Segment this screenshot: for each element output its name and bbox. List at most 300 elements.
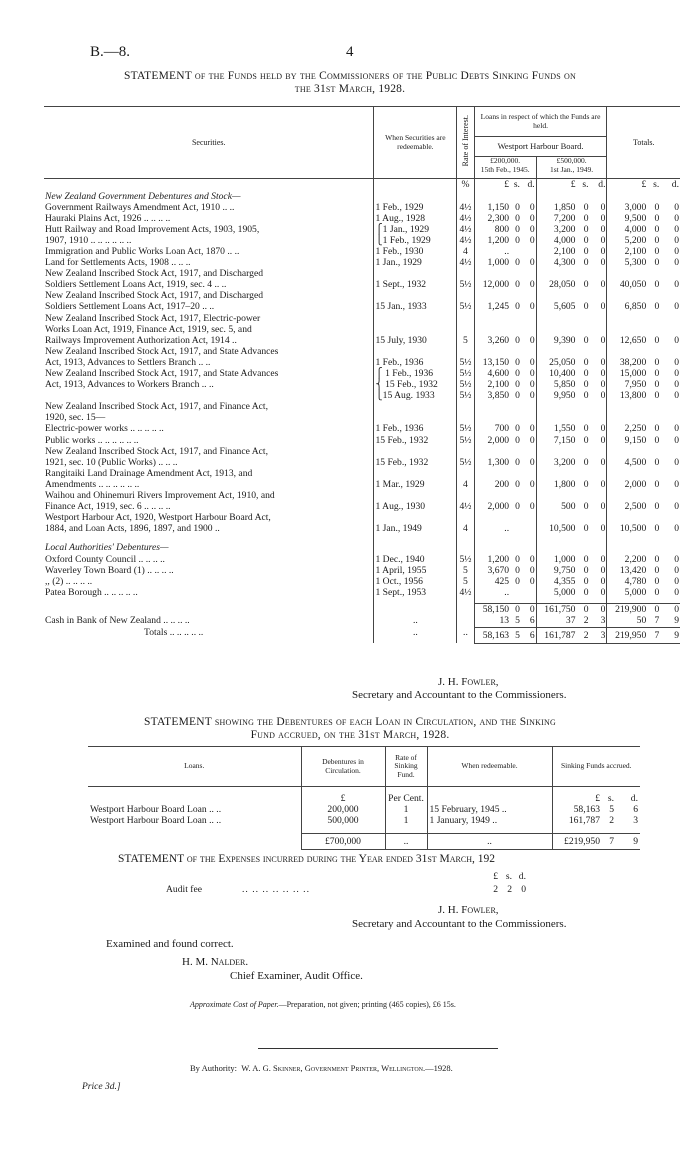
table-row	[88, 815, 640, 826]
total-pounds: 4,500	[607, 457, 647, 468]
total-pence	[660, 412, 680, 423]
redeemable-date: 1 Jan., 1929	[374, 257, 457, 268]
loan-500000-pence: 0	[600, 586, 606, 598]
loan-500000-pence: 0	[600, 564, 606, 576]
loan-500000-pounds: 1,850	[536, 202, 576, 213]
total-shillings	[647, 324, 660, 335]
loan-200000-shillings: 0	[515, 257, 520, 269]
total-pounds: 4,000	[607, 224, 647, 235]
loan-500000-pounds	[536, 512, 576, 523]
interest-rate: 4½	[457, 587, 474, 598]
redeemable-date: ⎨ 15 Feb., 1932	[374, 379, 457, 390]
table-row	[44, 565, 680, 576]
loan-200000-pence: 0	[529, 501, 535, 513]
total-pounds: 40,050	[607, 279, 647, 290]
loan-200000-shillings: 0	[515, 390, 520, 402]
interest-rate	[457, 290, 474, 301]
t2-rate: 1	[385, 815, 427, 826]
security-name: New Zealand Inscribed Stock Act, 1917, Electric-power	[45, 312, 261, 324]
interest-rate	[457, 346, 474, 357]
security-name: Rangitaiki Land Drainage Amendment Act, 1913, and	[45, 467, 253, 479]
loan-200000-shillings	[510, 446, 521, 457]
table-row-continued	[44, 468, 680, 479]
loan-200000-pounds: 425	[474, 576, 510, 587]
total-pounds: 38,200	[607, 357, 647, 368]
t2-header-sinking-funds: Sinking Funds accrued.	[552, 747, 640, 787]
interest-rate: 5½	[457, 435, 474, 446]
loan-500000-pence: 0	[600, 223, 606, 235]
total-pence: 9	[674, 615, 679, 627]
total-pounds: 5,000	[607, 587, 647, 598]
total-pounds: 13,420	[607, 565, 647, 576]
loan-200000-shillings: 0	[515, 434, 520, 446]
funds-table	[44, 106, 680, 644]
total-shillings	[647, 542, 660, 553]
loan-200000-shillings: 0	[515, 553, 520, 565]
total-shillings: 7	[654, 615, 660, 627]
loan-500000-pounds	[536, 346, 576, 357]
loan-500000-shillings: 0	[583, 356, 589, 368]
interest-rate: 4½	[457, 213, 474, 224]
total-pounds	[607, 542, 647, 553]
redeemable-date: 1 Aug., 1930	[374, 501, 457, 512]
loan-500000-pence	[590, 512, 607, 523]
redeemable-date: 15 Jan., 1933	[374, 301, 457, 312]
loan-200000-shillings: 5	[515, 615, 520, 627]
total-pence	[660, 313, 680, 324]
loan-200000-shillings: 0	[515, 301, 520, 313]
loan-200000-pence	[521, 587, 536, 598]
loan-500000-shillings	[576, 542, 589, 553]
total-pence: 0	[674, 586, 679, 598]
table-row	[44, 379, 680, 390]
loan-200000-pounds: 2,000	[474, 435, 510, 446]
loan-500000-pence: 0	[590, 604, 607, 616]
t2-total-sf-shillings: 7	[602, 834, 616, 850]
security-name	[44, 534, 374, 542]
loan-500000-pounds: 9,390	[536, 335, 576, 346]
total-pounds: 10,500	[607, 523, 647, 534]
total-shillings: 0	[654, 553, 660, 565]
total-pence	[660, 534, 680, 542]
loan-200000-pence: 0	[529, 575, 535, 587]
security-name: Electric-power works .. .. .. .. ..	[45, 423, 164, 435]
loan-200000-shillings	[510, 324, 521, 335]
statement-3-title: STATEMENT of the Expenses incurred during the Year ended 31st March, 192	[118, 853, 496, 865]
total-pounds: 9,500	[607, 213, 647, 224]
security-name: Soldiers Settlement Loans Act, 1917–20 .. ..	[45, 301, 215, 313]
loan-200000-pounds: ..	[474, 246, 510, 257]
loan-500000-shillings: 0	[583, 279, 589, 291]
loan-200000-pence: 0	[529, 423, 535, 435]
table-row-continued	[44, 512, 680, 523]
t2-total-rate: ..	[385, 834, 427, 850]
loan-200000-pence	[521, 313, 536, 324]
statement-2-title-line-1: STATEMENT showing the Debentures of each Loan in Circulation, and the Sinking	[144, 716, 556, 728]
total-pounds	[607, 412, 647, 423]
total-pence: 0	[674, 523, 679, 535]
loan-200000-pence: 0	[529, 334, 535, 346]
total-shillings: 0	[654, 390, 660, 402]
loan-200000-pence: 6	[529, 615, 535, 627]
table-row	[44, 246, 680, 257]
loan-500000-pence	[590, 468, 607, 479]
security-name: Westport Harbour Act, 1920, Westport Harbour Board Act,	[45, 512, 271, 524]
loan-200000-pounds: 58,163	[474, 627, 510, 643]
auditor-role: Chief Examiner, Audit Office.	[230, 970, 363, 982]
table-row	[44, 335, 680, 346]
table-row	[44, 423, 680, 434]
loan-500000-pence	[590, 490, 607, 501]
loan-200000-shillings: 0	[510, 604, 521, 616]
loan-500000-pence	[590, 542, 607, 553]
loan-200000-pence: 0	[529, 234, 535, 246]
loan-200000-pence: 0	[529, 212, 535, 224]
loan-200000-pounds: 1,200	[474, 554, 510, 565]
redeemable-date	[374, 446, 457, 457]
table-row-continued	[44, 268, 680, 279]
unit-shilling: s.	[582, 179, 589, 190]
loan-500000-pounds: 25,050	[536, 357, 576, 368]
t2-debentures: 200,000	[301, 804, 385, 815]
total-shillings: 0	[654, 212, 660, 224]
interest-rate	[457, 412, 474, 423]
loan-500000-pounds	[536, 412, 576, 423]
loan-200000-shillings	[510, 268, 521, 279]
interest-rate: 5	[457, 335, 474, 346]
security-name: Hauraki Plains Act, 1926 .. .. .. ..	[45, 212, 171, 224]
statement-1-title-line-2: the 31st March, 1928.	[294, 83, 406, 95]
loan-500000-pounds: 9,750	[536, 565, 576, 576]
loan-500000-shillings: 0	[583, 334, 589, 346]
loan-500000-pounds	[536, 268, 576, 279]
total-pounds	[607, 468, 647, 479]
loan-500000-pence: 0	[600, 423, 606, 435]
loan-200000-pence: 0	[529, 456, 535, 468]
redeemable-date: 1 Jan., 1949	[374, 523, 457, 534]
loan-500000-shillings: 0	[583, 201, 589, 213]
loan-200000-shillings: 0	[515, 564, 520, 576]
total-pence	[660, 542, 680, 553]
security-name: 1921, sec. 10 (Public Works) .. .. ..	[45, 456, 178, 468]
loan-200000-shillings	[510, 313, 521, 324]
security-name: Amendments .. .. .. .. .. ..	[45, 478, 140, 490]
loan-500000-pence	[590, 268, 607, 279]
table-row	[44, 587, 680, 598]
total-shillings: 0	[654, 234, 660, 246]
pct-unit: %	[457, 179, 474, 191]
table-row	[44, 501, 680, 512]
total-pence: 0	[674, 478, 679, 490]
interest-rate	[457, 268, 474, 279]
loan-500000-shillings: 0	[583, 390, 589, 402]
col-header-200000: £200,000. 15th Feb., 1945.	[474, 157, 536, 179]
loan-500000-pounds: 7,200	[536, 213, 576, 224]
loan-500000-shillings	[576, 534, 589, 542]
loan-200000-shillings: 0	[515, 368, 520, 379]
t2-rate: 1	[385, 804, 427, 815]
total-shillings: 0	[654, 334, 660, 346]
security-name: New Zealand Inscribed Stock Act, 1917, and Discharged	[45, 268, 264, 280]
t2-sf-shillings: 5	[609, 803, 614, 815]
redeemable-date: ⎧ 1 Feb., 1936	[374, 368, 457, 379]
total-shillings: 0	[654, 564, 660, 576]
total-pounds	[607, 191, 647, 202]
loan-500000-shillings: 0	[583, 575, 589, 587]
loan-500000-pence	[590, 401, 607, 412]
total-pounds: 7,950	[607, 379, 647, 390]
security-name: Government Railways Amendment Act, 1910 .. ..	[45, 201, 235, 213]
loan-500000-pence: 0	[600, 390, 606, 402]
total-shillings: 0	[654, 379, 660, 391]
loan-200000-pence	[521, 324, 536, 335]
redeemable-date: 1 Aug., 1928	[374, 213, 457, 224]
interest-rate: 4	[457, 246, 474, 257]
loan-500000-pence: 0	[600, 334, 606, 346]
loan-200000-pence: 0	[529, 301, 535, 313]
total-pence: 0	[674, 423, 679, 435]
loan-500000-pence: 0	[600, 456, 606, 468]
t2-when: 1 January, 1949 ..	[427, 815, 552, 826]
loan-200000-pence	[521, 468, 536, 479]
loan-200000-pounds: 1,150	[474, 202, 510, 213]
loan-200000-pounds: 2,300	[474, 213, 510, 224]
loan-500000-shillings: 0	[583, 564, 589, 576]
interest-rate: 4	[457, 479, 474, 490]
total-pence	[660, 324, 680, 335]
security-name: Finance Act, 1919, sec. 6 .. .. .. ..	[45, 501, 171, 513]
loan-500000-pounds	[536, 191, 576, 202]
total-shillings	[647, 534, 660, 542]
total-pence: 0	[674, 245, 679, 257]
col-header-westport: Westport Harbour Board.	[474, 137, 607, 157]
redeemable-date	[374, 542, 457, 553]
total-pounds: 2,000	[607, 479, 647, 490]
loan-500000-pence: 0	[600, 501, 606, 513]
security-name	[44, 604, 374, 616]
total-pounds: 2,100	[607, 246, 647, 257]
loan-200000-shillings	[510, 587, 521, 598]
t2-header-when: When redeemable.	[427, 747, 552, 787]
loan-500000-pence	[590, 313, 607, 324]
loan-500000-pounds	[536, 324, 576, 335]
total-shillings: 0	[654, 301, 660, 313]
loan-500000-pence: 0	[600, 434, 606, 446]
interest-rate: 4	[457, 523, 474, 534]
total-pence	[660, 446, 680, 457]
total-shillings: 0	[647, 604, 660, 616]
subtotal-row	[44, 604, 680, 616]
total-pounds	[607, 324, 647, 335]
loan-200000-pence: 6	[521, 627, 536, 643]
loan-200000-pounds: 3,670	[474, 565, 510, 576]
loan-500000-pounds	[536, 313, 576, 324]
loan-500000-shillings	[576, 346, 589, 357]
loan-200000-pounds: 1,000	[474, 257, 510, 268]
total-pence: 0	[674, 301, 679, 313]
loan-200000-pounds: 12,000	[474, 279, 510, 290]
loan-200000-pence: 0	[521, 604, 536, 616]
loan-200000-shillings: 0	[515, 234, 520, 246]
loan-500000-pounds: 4,300	[536, 257, 576, 268]
loan-200000-pence	[521, 446, 536, 457]
t2-total-debentures: £700,000	[301, 834, 385, 850]
loan-200000-shillings	[510, 290, 521, 301]
loan-500000-pounds	[536, 490, 576, 501]
table-row	[44, 257, 680, 268]
debentures-table	[88, 746, 640, 850]
t2-sf-pence: 3	[633, 814, 638, 826]
total-pence	[660, 346, 680, 357]
total-shillings: 0	[654, 523, 660, 535]
security-name: New Zealand Government Debentures and Stock—	[45, 190, 241, 202]
statement-1-title-line-1: STATEMENT of the Funds held by the Commissioners of the Public Debts Sinking Funds on	[124, 70, 576, 82]
security-name	[44, 390, 374, 401]
loan-500000-shillings	[576, 490, 589, 501]
loan-500000-shillings: 0	[583, 257, 589, 269]
loan-500000-shillings: 0	[583, 586, 589, 598]
loan-200000-pounds: ..	[474, 587, 510, 598]
interest-rate: 5½	[457, 554, 474, 565]
total-pounds: 2,200	[607, 554, 647, 565]
interest-rate: 5	[457, 565, 474, 576]
loan-500000-pence: 3	[600, 615, 606, 627]
security-name: ,, (2) .. .. .. ..	[45, 575, 93, 587]
total-pounds	[607, 534, 647, 542]
redeemable-date: 1 Oct., 1956	[374, 576, 457, 587]
loan-500000-shillings: 0	[576, 604, 589, 616]
security-name: 1884, and Loan Acts, 1896, 1897, and 1900 ..	[45, 523, 220, 535]
loan-200000-pounds	[474, 542, 510, 553]
redeemable-date: 15 Feb., 1932	[374, 435, 457, 446]
loan-200000-shillings: 5	[510, 627, 521, 643]
total-pounds: 5,200	[607, 235, 647, 246]
interest-rate: 5½	[457, 379, 474, 390]
loan-500000-shillings	[576, 412, 589, 423]
total-pounds: 9,150	[607, 435, 647, 446]
audit-fee-label: Audit fee	[166, 884, 202, 895]
loan-200000-pounds: 13	[474, 615, 510, 627]
security-name: 1920, sec. 15—	[45, 412, 106, 424]
loan-500000-pence	[590, 446, 607, 457]
security-name: Hutt Railway and Road Improvement Acts, 1903, 1905,	[45, 223, 260, 235]
t2-sf-pounds: 58,163	[552, 804, 602, 815]
auditor-name: H. M. Nalder.	[182, 956, 249, 968]
redeemable-date: 1 Mar., 1929	[374, 479, 457, 490]
loan-500000-pence: 0	[600, 234, 606, 246]
total-pounds: 6,850	[607, 301, 647, 312]
loan-200000-pounds	[474, 412, 510, 423]
total-shillings	[647, 468, 660, 479]
security-name: Land for Settlements Acts, 1908 .. .. ..	[45, 257, 191, 269]
total-pence	[660, 268, 680, 279]
loan-200000-pounds	[474, 490, 510, 501]
interest-rate: 4½	[457, 235, 474, 246]
col-header-securities: Securities.	[44, 107, 374, 179]
loan-200000-pence: 0	[529, 379, 535, 391]
total-pounds: 5,300	[607, 257, 647, 268]
total-shillings: 0	[654, 575, 660, 587]
unit-pence: d.	[527, 179, 535, 190]
col-header-500000: £500,000. 1st Jan., 1949.	[536, 157, 607, 179]
total-pounds	[607, 446, 647, 457]
loan-200000-shillings: 0	[515, 201, 520, 213]
loan-200000-pounds	[474, 290, 510, 301]
loan-500000-pounds	[536, 446, 576, 457]
redeemable-date: 15 July, 1930	[374, 335, 457, 346]
table-row-continued	[44, 313, 680, 324]
t2-header-rate: Rate of Sinking Fund.	[385, 747, 427, 787]
interest-rate	[457, 534, 474, 542]
loan-200000-shillings	[510, 542, 521, 553]
signature-role-1: Secretary and Accountant to the Commissioners.	[352, 689, 567, 701]
redeemable-date: 1 Feb., 1936	[374, 423, 457, 434]
unit-pound: £	[474, 179, 510, 191]
redeemable-date: 15 Feb., 1932	[374, 457, 457, 468]
loan-200000-shillings: 0	[515, 456, 520, 468]
total-pence: 0	[674, 501, 679, 513]
interest-rate	[457, 542, 474, 553]
security-name: Totals .. .. .. .. ..	[144, 627, 204, 639]
loan-500000-pounds: 500	[536, 501, 576, 512]
loan-200000-shillings	[510, 523, 521, 534]
loan-500000-pence: 0	[600, 553, 606, 565]
loan-500000-pounds: 1,550	[536, 423, 576, 434]
t2-sf-pounds: 161,787	[552, 815, 602, 826]
loan-200000-pounds: 58,150	[474, 604, 510, 616]
total-pounds: 4,780	[607, 576, 647, 587]
loan-500000-pence	[590, 191, 607, 202]
redeemable-date	[374, 191, 457, 202]
loan-200000-pounds	[474, 401, 510, 412]
total-pounds: 3,000	[607, 202, 647, 213]
loan-500000-shillings	[576, 313, 589, 324]
cost-of-paper: Approximate Cost of Paper.—Preparation, not given; printing (465 copies), £6 15s.	[190, 1000, 456, 1009]
loan-500000-shillings: 0	[583, 301, 589, 313]
loan-500000-pence: 0	[600, 356, 606, 368]
table-row-continued	[44, 324, 680, 335]
loan-200000-shillings: 0	[515, 356, 520, 368]
total-pence	[660, 191, 680, 202]
loan-500000-shillings: 2	[576, 627, 589, 643]
table-row	[88, 804, 640, 815]
loan-200000-pence: 0	[529, 564, 535, 576]
interest-rate	[457, 446, 474, 457]
loan-200000-pence: 0	[529, 356, 535, 368]
loan-200000-pounds	[474, 534, 510, 542]
loan-200000-pounds	[474, 346, 510, 357]
loan-200000-pounds	[474, 468, 510, 479]
signature-role-2: Secretary and Accountant to the Commissioners.	[352, 918, 567, 930]
security-name: New Zealand Inscribed Stock Act, 1917, and Finance Act,	[45, 401, 268, 413]
redeemable-date	[374, 512, 457, 523]
document-reference: B.—8.	[90, 44, 131, 60]
spacer-row	[44, 534, 680, 542]
table-row	[44, 213, 680, 224]
loan-500000-pounds: 161,750	[536, 604, 576, 616]
redeemable-date	[374, 401, 457, 412]
loan-500000-pence: 0	[600, 257, 606, 269]
total-pence	[660, 490, 680, 501]
security-name: 1907, 1910 .. .. .. .. .. ..	[45, 234, 132, 246]
total-pounds	[607, 290, 647, 301]
total-pence: 0	[674, 575, 679, 587]
redeemable-date: 1 Sept., 1953	[374, 587, 457, 598]
security-name: Oxford County Council .. .. .. ..	[45, 553, 165, 565]
table-row-continued	[44, 412, 680, 423]
loan-500000-shillings	[576, 468, 589, 479]
audit-fee-amount: 2 2 0	[493, 884, 526, 895]
